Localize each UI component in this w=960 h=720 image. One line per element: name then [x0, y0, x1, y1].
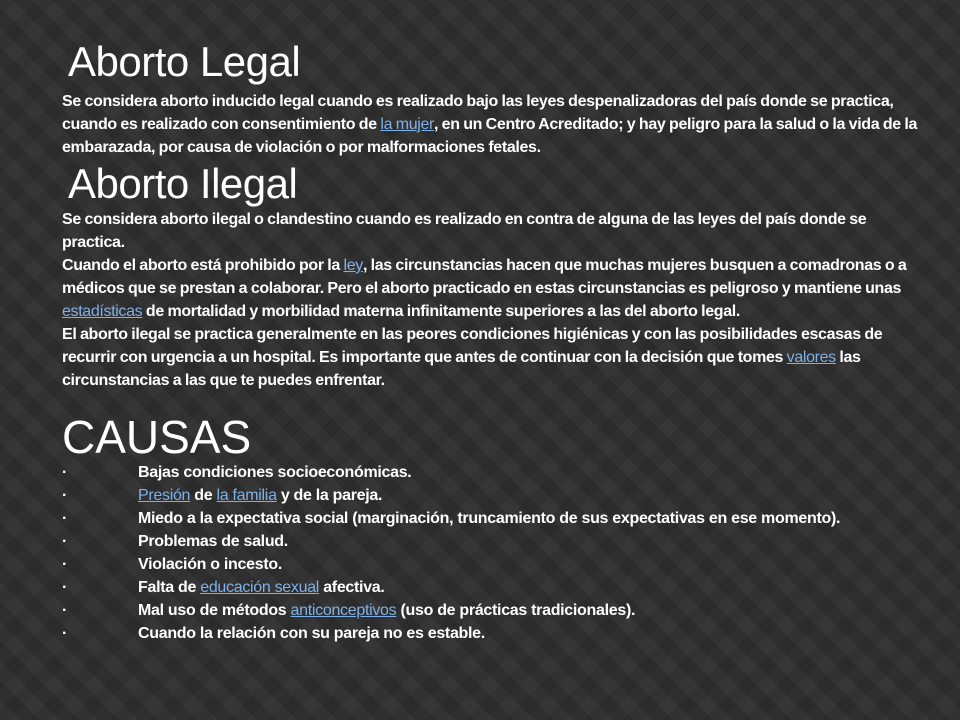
causes-list — [62, 461, 932, 645]
cause-text: Falta de — [138, 579, 201, 596]
link-valores[interactable]: valores — [786, 349, 836, 366]
list-item — [62, 461, 932, 484]
cause-text: (uso de prácticas tradicionales). — [396, 602, 636, 619]
paragraph-aborto-ilegal — [62, 208, 932, 392]
link-educacion-sexual[interactable]: educación sexual — [200, 579, 320, 596]
ilegal-text-4: de mortalidad y morbilidad materna infinitamente superiores a las del aborto legal. — [142, 303, 740, 320]
ilegal-text-6: las circunstancias a las que te puedes enfrentar. — [62, 349, 861, 389]
cause-text: Problemas de salud. — [138, 533, 288, 550]
list-item — [62, 599, 932, 622]
bullet-icon: · — [62, 556, 68, 573]
link-la-mujer[interactable]: la mujer — [380, 116, 434, 133]
ilegal-text-5: El aborto ilegal se practica generalmente en las peores condiciones higiénicas y con las posibilidades escasas de recurrir con urgencia a un hospital. Es importante que antes de continuar con la decisión que tomes — [62, 326, 883, 366]
cause-text: Violación o incesto. — [138, 556, 282, 573]
link-presion[interactable]: Presión — [138, 487, 191, 504]
ilegal-text-3: , las circunstancias hacen que muchas mujeres busquen a comadronas o a médicos que se prestan a colaborar. Pero el aborto practicado en estas circunstancias es peligroso y mantiene unas — [62, 257, 907, 297]
bullet-icon: · — [62, 464, 68, 481]
list-item — [62, 553, 932, 576]
title-causas: CAUSAS — [62, 411, 252, 463]
list-item — [62, 576, 932, 599]
bullet-icon: · — [62, 487, 68, 504]
bullet-icon: · — [62, 579, 68, 596]
link-ley[interactable]: ley — [343, 257, 363, 274]
legal-text-1: Se considera aborto inducido legal cuando es realizado bajo las leyes despenalizadoras del país donde se practica, cuando es realizado con consentimiento de — [62, 93, 894, 133]
cause-text: Mal uso de métodos — [138, 602, 291, 619]
cause-text: Bajas condiciones socioeconómicas. — [138, 464, 412, 481]
cause-text: de — [190, 487, 217, 504]
paragraph-aborto-legal — [62, 90, 932, 159]
link-estadisticas[interactable]: estadísticas — [62, 303, 143, 320]
cause-text: y de la pareja. — [276, 487, 383, 504]
cause-text: Cuando la relación con su pareja no es estable. — [138, 625, 485, 642]
list-item — [62, 484, 932, 507]
list-item — [62, 622, 932, 645]
cause-text: Miedo a la expectativa social (marginación, truncamiento de sus expectativas en ese momento). — [138, 510, 841, 527]
title-aborto-legal: Aborto Legal — [68, 38, 301, 85]
link-la-familia[interactable]: la familia — [216, 487, 277, 504]
bullet-icon: · — [62, 533, 68, 550]
link-anticonceptivos[interactable]: anticonceptivos — [290, 602, 397, 619]
list-item — [62, 507, 932, 530]
bullet-icon: · — [62, 625, 68, 642]
bullet-icon: · — [62, 602, 68, 619]
ilegal-text-1: Se considera aborto ilegal o clandestino cuando es realizado en contra de alguna de las leyes del país donde se practica. — [62, 211, 867, 251]
ilegal-text-2: Cuando el aborto está prohibido por la — [62, 257, 344, 274]
title-aborto-ilegal: Aborto Ilegal — [68, 160, 298, 207]
bullet-icon: · — [62, 510, 68, 527]
cause-text: afectiva. — [319, 579, 385, 596]
legal-text-2: , en un Centro Acreditado; y hay peligro para la salud o la vida de la embarazada, por causa de violación o por malformaciones fetales. — [62, 116, 918, 156]
list-item — [62, 530, 932, 553]
